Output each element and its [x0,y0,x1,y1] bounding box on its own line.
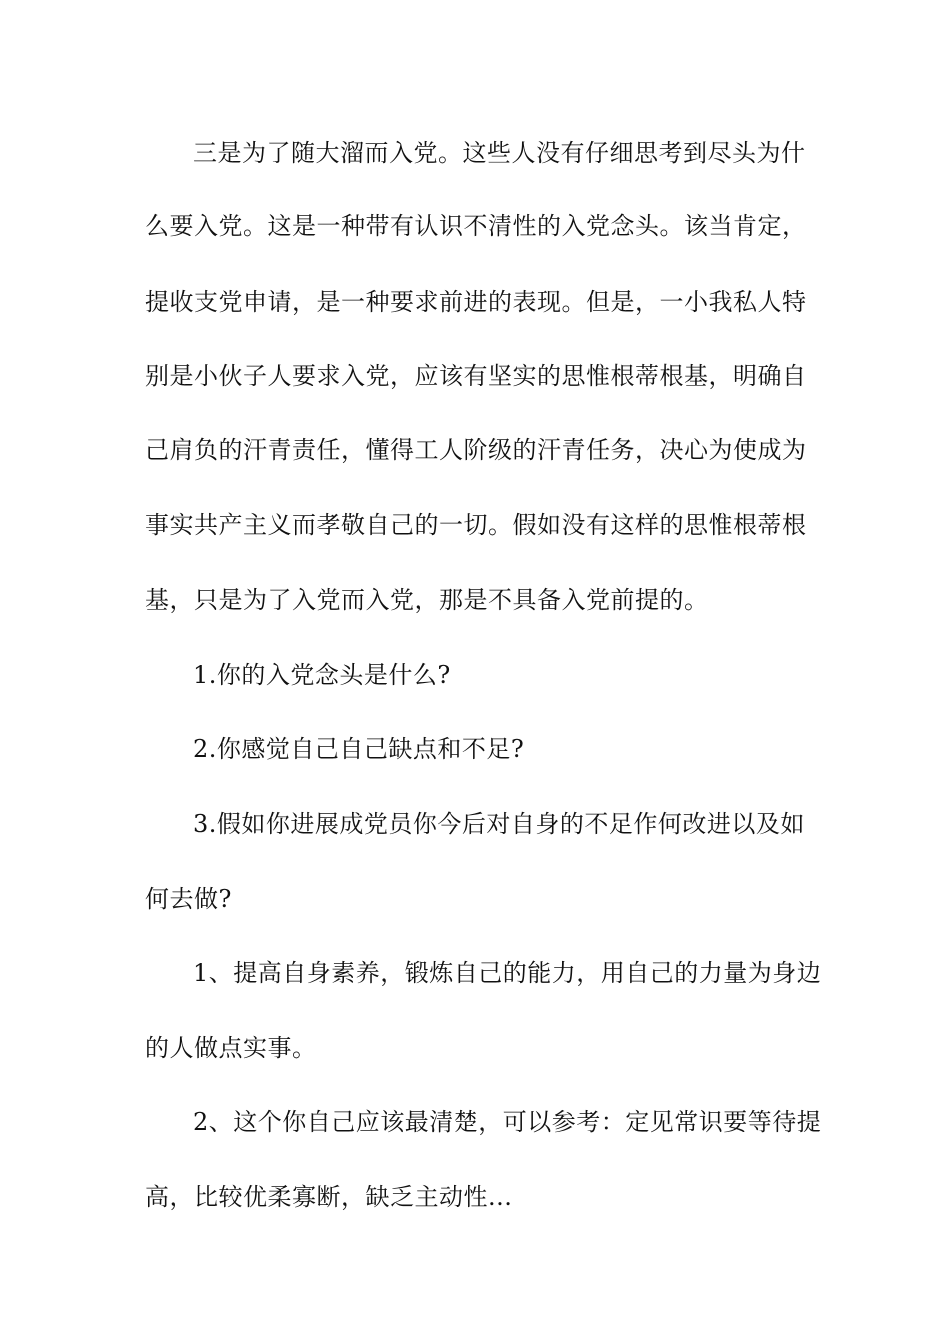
paragraph-line: 基，只是为了入党而入党，那是不具备入党前提的。 [145,586,709,614]
paragraph-line: 事实共产主义而孝敬自己的一切。假如没有这样的思惟根蒂根 [145,511,807,539]
paragraph-line: 己肩负的汗青责任，懂得工人阶级的汗青任务，决心为使成为 [145,436,807,464]
answer-item: 1、提高自身素养，锻炼自己的能力，用自己的力量为身边 [193,959,822,987]
paragraph-line: 么要入党。这是一种带有认识不清性的入党念头。该当肯定， [145,212,807,240]
question-item-continuation: 何去做? [145,885,232,913]
question-item: 1.你的入党念头是什么? [193,661,451,689]
paragraph-line: 别是小伙子人要求入党，应该有坚实的思惟根蒂根基，明确自 [145,362,807,390]
question-item: 3.假如你进展成党员你今后对自身的不足作何改进以及如 [193,810,805,838]
answer-item: 2、这个你自己应该最清楚，可以参考：定见常识要等待提 [193,1108,822,1136]
paragraph-line: 提收支党申请，是一种要求前进的表现。但是，一小我私人特 [145,288,807,316]
answer-item-continuation: 的人做点实事。 [145,1034,317,1062]
answer-item-continuation: 高，比较优柔寡断，缺乏主动性... [145,1183,513,1211]
question-item: 2.你感觉自己自己缺点和不足? [193,735,525,763]
paragraph-line: 三是为了随大溜而入党。这些人没有仔细思考到尽头为什 [193,139,806,167]
